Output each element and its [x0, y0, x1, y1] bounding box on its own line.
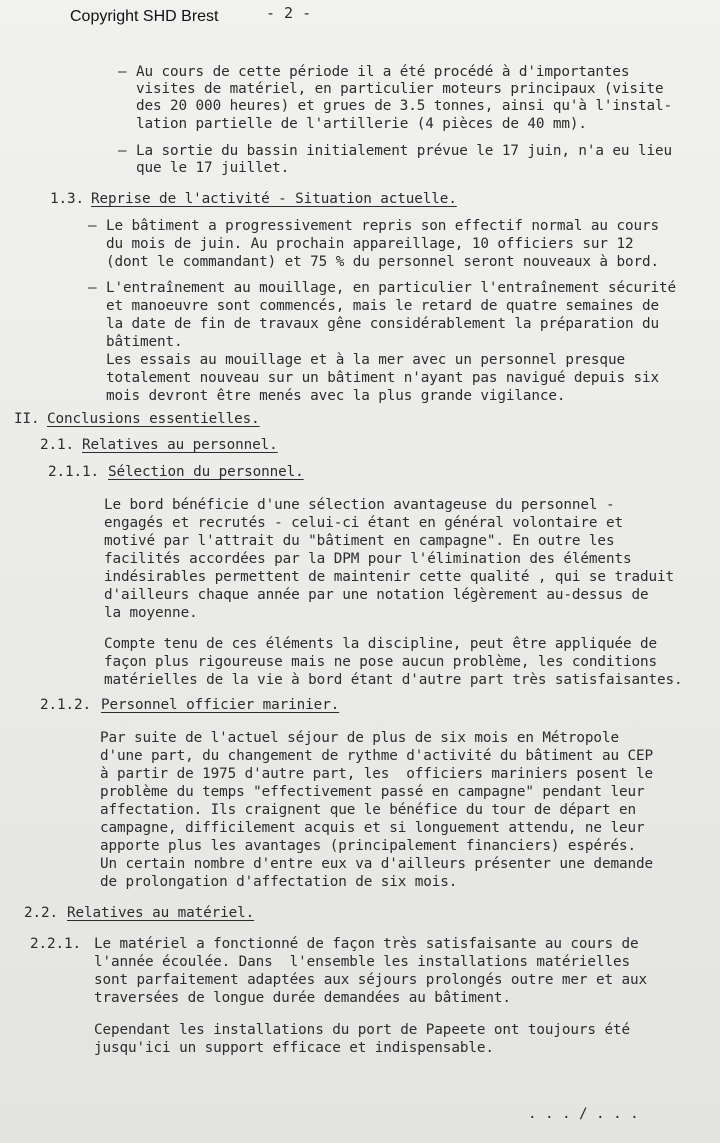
text-line: motivé par l'attrait du "bâtiment en campagne". En outre les [104, 533, 615, 549]
text-line: façon plus rigoureuse mais ne pose aucun problème, les conditions [104, 654, 657, 670]
bullet-dash: – [88, 218, 97, 234]
section-heading: Conclusions essentielles. [47, 411, 260, 427]
text-line: visites de matériel, en particulier moteurs principaux (visite [136, 81, 664, 97]
text-line: Le bord bénéficie d'une sélection avantageuse du personnel - [104, 497, 615, 513]
text-line: engagés et recrutés - celui-ci étant en général volontaire et [104, 515, 623, 531]
section-number: 1.3. [50, 191, 85, 207]
section-number: 2.1. [40, 437, 75, 453]
text-line: de prolongation d'affectation de six mois. [100, 874, 458, 890]
text-line: d'une part, du changement de rythme d'activité du bâtiment au CEP [100, 748, 653, 764]
continuation-mark: . . . / . . . [528, 1106, 639, 1122]
text-line: totalement nouveau sur un bâtiment n'ayant pas navigué depuis six [106, 370, 659, 386]
text-line: du mois de juin. Au prochain appareillage, 10 officiers sur 12 [106, 236, 634, 252]
text-line: que le 17 juillet. [136, 160, 290, 176]
text-line: problème du temps "effectivement passé en campagne" pendant leur [100, 784, 645, 800]
text-line: à partir de 1975 d'autre part, les officiers mariniers posent le [100, 766, 653, 782]
section-number: 2.1.1. [48, 464, 100, 480]
section-number: 2.2. [24, 905, 59, 921]
text-line: (dont le commandant) et 75 % du personnel seront nouveaux à bord. [106, 254, 659, 270]
text-line: Le matériel a fonctionné de façon très satisfaisante au cours de [94, 936, 639, 952]
text-line: l'année écoulée. Dans l'ensemble les installations matérielles [94, 954, 630, 970]
text-line: d'ailleurs chaque année par une notation légèrement au-dessus de [104, 587, 649, 603]
text-line: La sortie du bassin initialement prévue le 17 juin, n'a eu lieu [136, 143, 672, 159]
section-heading: Reprise de l'activité - Situation actuelle. [91, 191, 457, 207]
section-number: 2.2.1. [30, 936, 82, 952]
section-heading: Relatives au personnel. [82, 437, 278, 453]
text-line: la moyenne. [104, 605, 198, 621]
text-line: Le bâtiment a progressivement repris son effectif normal au cours [106, 218, 659, 234]
bullet-dash: – [118, 64, 127, 80]
text-line: mois devront être menés avec la plus grande vigilance. [106, 388, 566, 404]
text-line: jusqu'ici un support efficace et indispensable. [94, 1040, 494, 1056]
copyright-watermark: Copyright SHD Brest [70, 8, 219, 25]
text-line: la date de fin de travaux gêne considérablement la préparation du [106, 316, 659, 332]
text-line: et manoeuvre sont commencés, mais le retard de quatre semaines de [106, 298, 659, 314]
text-line: affectation. Ils craignent que le bénéfice du tour de départ en [100, 802, 636, 818]
section-heading: Relatives au matériel. [67, 905, 255, 921]
text-line: bâtiment. [106, 334, 183, 350]
text-line: facilités accordées par la DPM pour l'élimination des éléments [104, 551, 632, 567]
text-line: Par suite de l'actuel séjour de plus de six mois en Métropole [100, 730, 619, 746]
text-line: matérielles de la vie à bord étant d'autre part très satisfaisantes. [104, 672, 683, 688]
section-heading: Personnel officier marinier. [101, 697, 340, 713]
bullet-dash: – [88, 280, 97, 296]
text-line: des 20 000 heures) et grues de 3.5 tonnes, ainsi qu'à l'instal- [136, 98, 672, 114]
text-line: L'entraînement au mouillage, en particulier l'entraînement sécurité [106, 280, 676, 296]
section-heading: Sélection du personnel. [108, 464, 304, 480]
text-line: Compte tenu de ces éléments la discipline, peut être appliquée de [104, 636, 657, 652]
text-line: apporte plus les avantages (principalement financiers) espérés. [100, 838, 636, 854]
text-line: sont parfaitement adaptées aux séjours prolongés outre mer et aux [94, 972, 647, 988]
text-line: campagne, difficilement acquis et si longuement attendu, ne leur [100, 820, 645, 836]
text-line: traversées de longue durée demandées au bâtiment. [94, 990, 511, 1006]
bullet-dash: – [118, 143, 127, 159]
section-number: 2.1.2. [40, 697, 92, 713]
text-line: lation partielle de l'artillerie (4 pièces de 40 mm). [136, 116, 587, 132]
text-line: Cependant les installations du port de Papeete ont toujours été [94, 1022, 630, 1038]
text-line: indésirables permettent de maintenir cette qualité , qui se traduit [104, 569, 674, 585]
page-number: - 2 - [266, 4, 312, 22]
section-number: II. [14, 411, 40, 427]
text-line: Les essais au mouillage et à la mer avec un personnel presque [106, 352, 625, 368]
text-line: Un certain nombre d'entre eux va d'ailleurs présenter une demande [100, 856, 653, 872]
text-line: Au cours de cette période il a été procédé à d'importantes [136, 64, 630, 80]
